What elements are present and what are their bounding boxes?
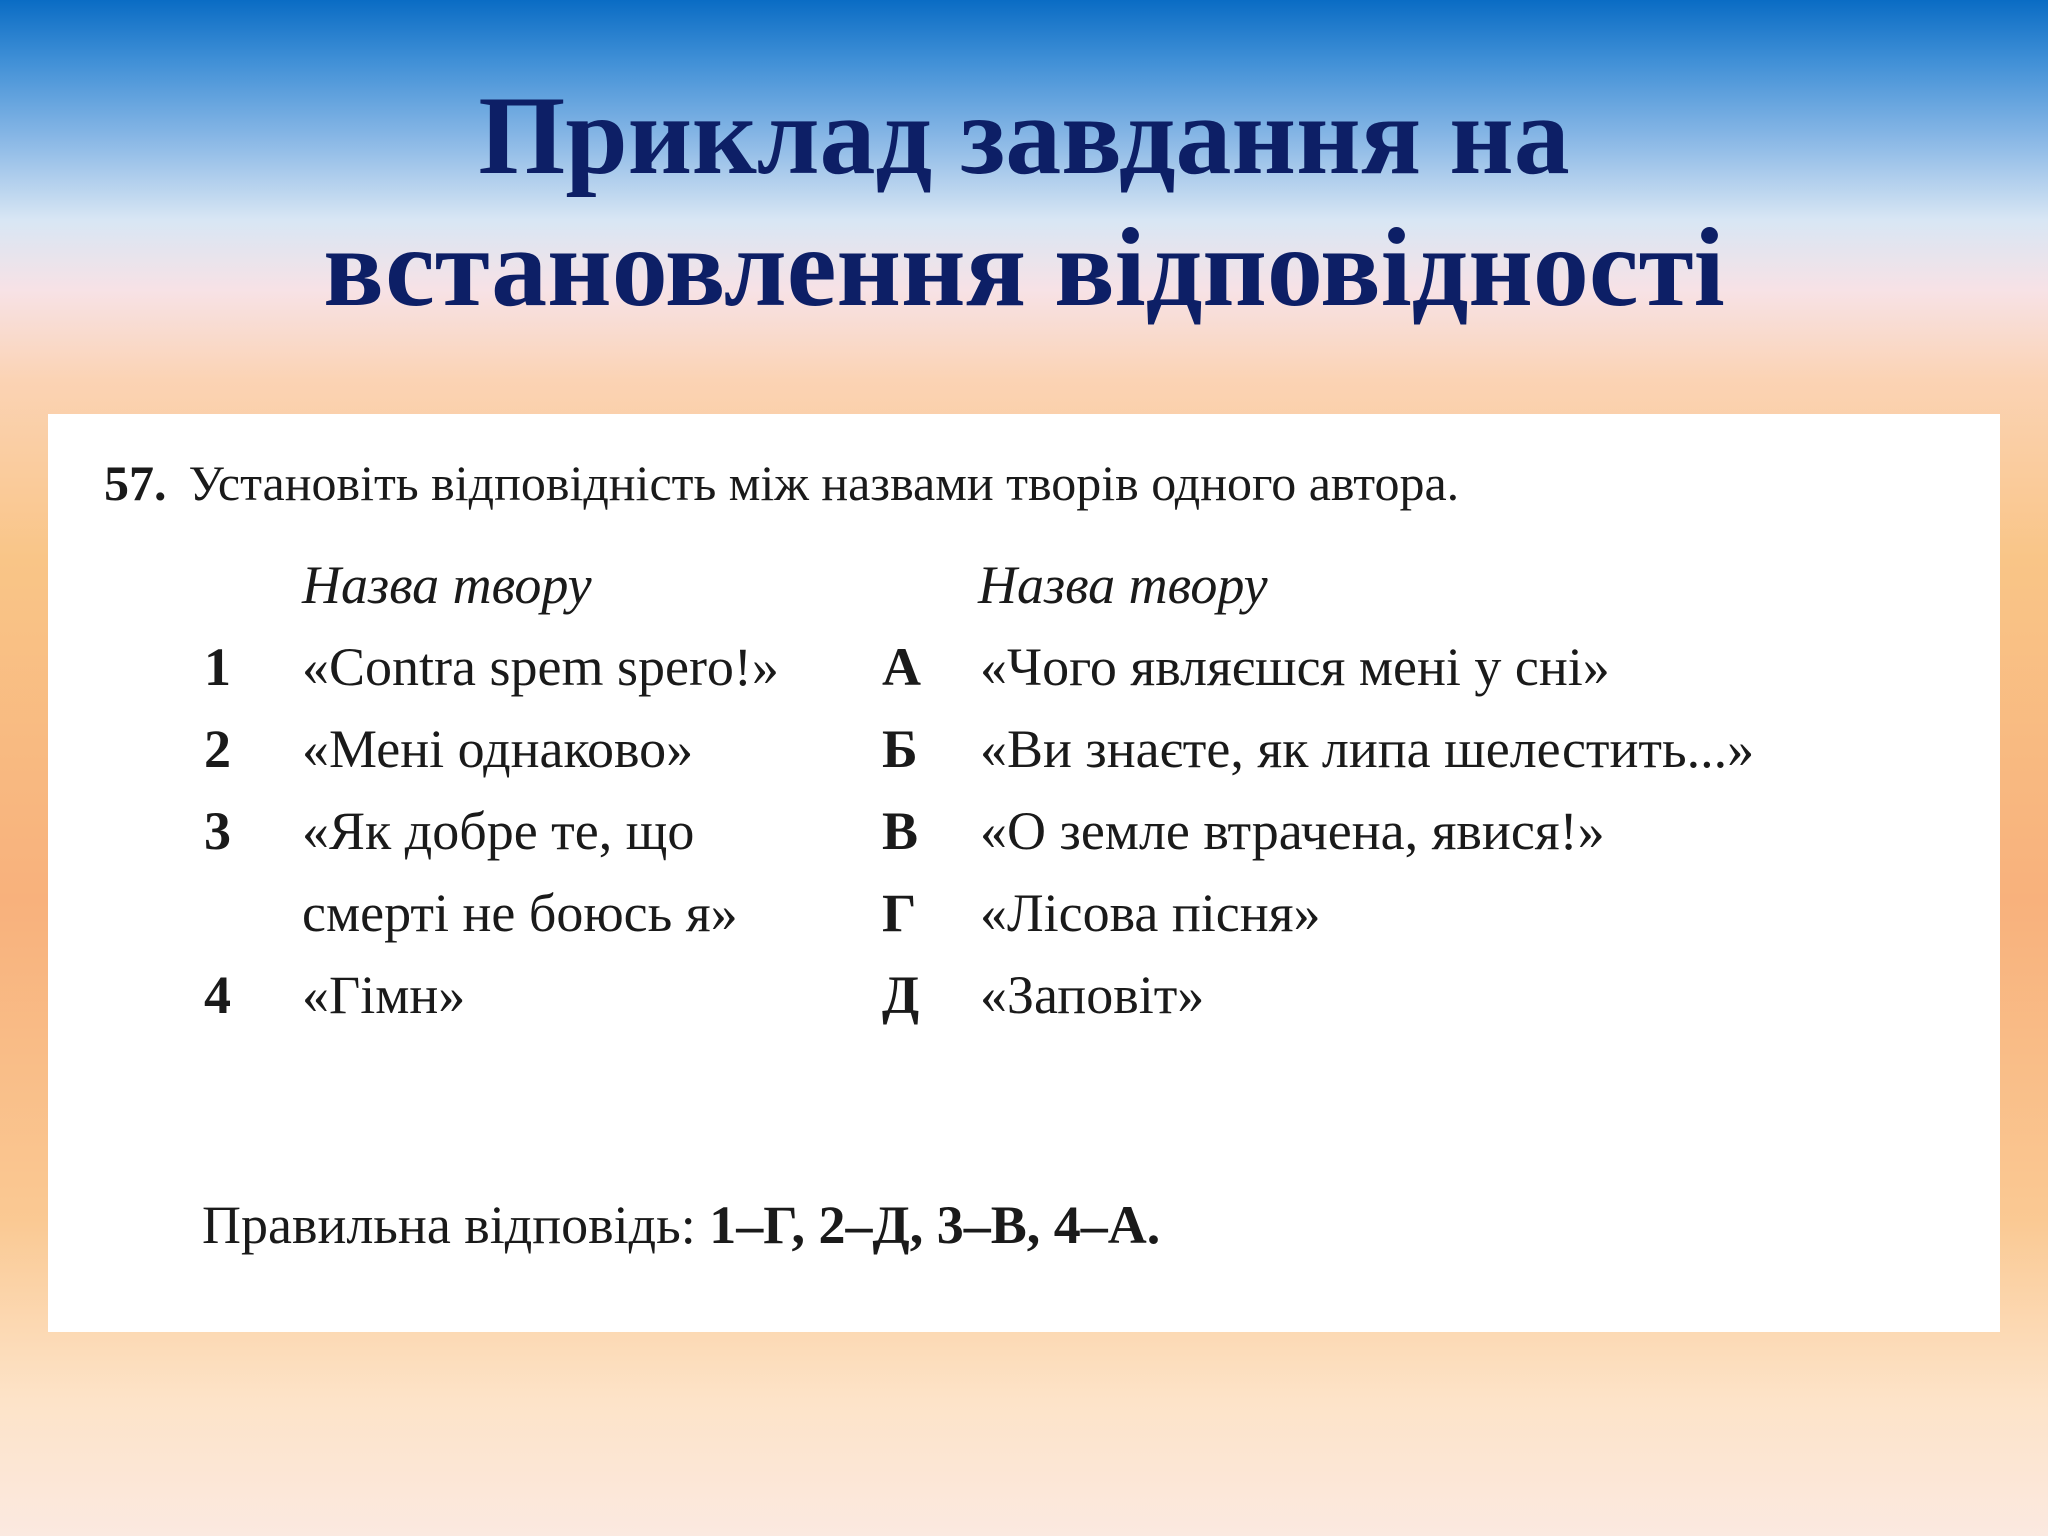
answer-value: 1–Г, 2–Д, 3–В, 4–А. bbox=[709, 1195, 1161, 1255]
left-item-text: «Як добре те, що bbox=[302, 801, 695, 861]
left-item-text: «Contra spem spero!» bbox=[302, 637, 779, 697]
right-item-text: «Лісова пісня» bbox=[980, 883, 1321, 943]
left-item-key: 1 bbox=[204, 637, 231, 697]
right-item-text: «Заповіт» bbox=[980, 965, 1205, 1025]
correct-answer bbox=[202, 1194, 1160, 1256]
task-prompt bbox=[104, 454, 1459, 512]
right-item-key: Б bbox=[882, 719, 918, 779]
right-item-key: Д bbox=[882, 965, 920, 1025]
right-item-text: «Чого являєшся мені у сні» bbox=[980, 637, 1610, 697]
left-item-text-continued: смерті не боюсь я» bbox=[302, 883, 738, 943]
task-prompt-text: Установіть відповідність між назвами творів одного автора. bbox=[188, 455, 1460, 511]
slide-title-line-1: Приклад завдання на bbox=[478, 74, 1570, 198]
task-number: 57. bbox=[104, 455, 167, 511]
slide-title bbox=[0, 70, 2048, 334]
right-item-key: Г bbox=[882, 883, 917, 943]
right-item-text: «Ви знаєте, як липа шелестить...» bbox=[980, 719, 1755, 779]
left-item-text: «Мені однаково» bbox=[302, 719, 694, 779]
left-item-text: «Гімн» bbox=[302, 965, 466, 1025]
right-item-key: В bbox=[882, 801, 919, 861]
left-item-key: 3 bbox=[204, 801, 231, 861]
slide-title-line-2: встановлення відповідності bbox=[323, 206, 1725, 330]
left-item-key: 2 bbox=[204, 719, 231, 779]
right-item-key: А bbox=[882, 637, 921, 697]
right-column-header: Назва твору bbox=[978, 555, 1268, 615]
right-item-text: «О земле втрачена, явися!» bbox=[980, 801, 1605, 861]
answer-label: Правильна відповідь: bbox=[202, 1195, 696, 1255]
left-item-key: 4 bbox=[204, 965, 231, 1025]
task-card bbox=[48, 414, 2000, 1332]
left-column-header: Назва твору bbox=[302, 555, 592, 615]
